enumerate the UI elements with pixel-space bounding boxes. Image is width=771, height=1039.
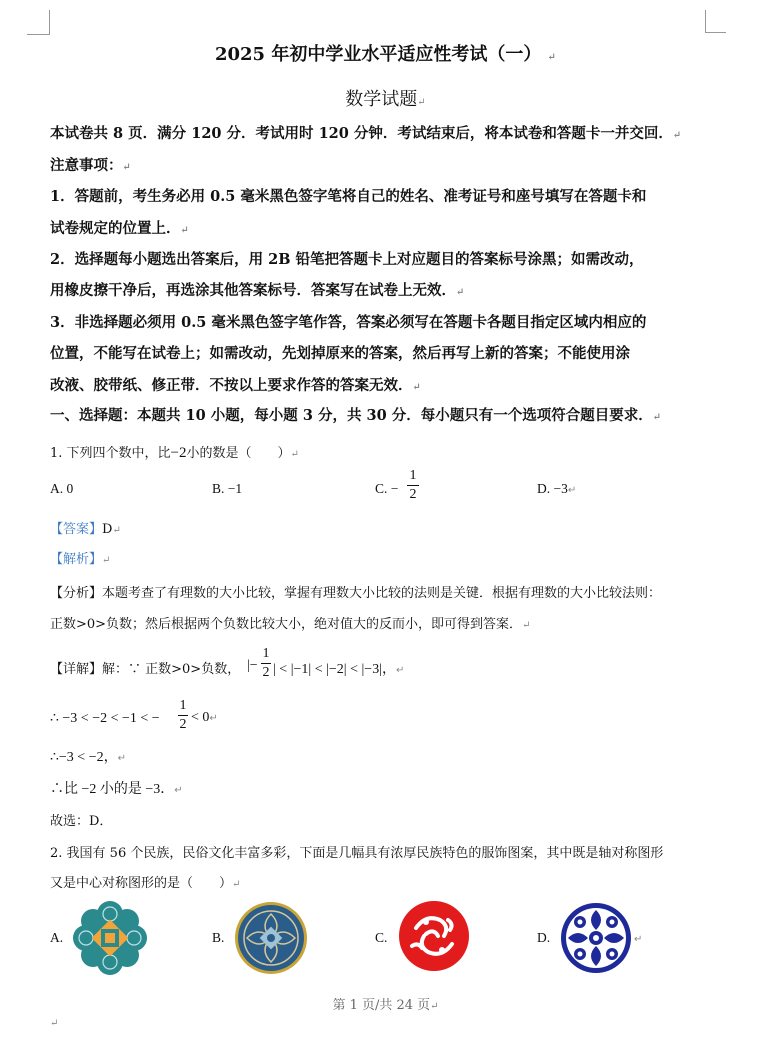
notice-line: 3．非选择题必须用 0.5 毫米黑色签字笔作答，答案必须写在答题卡各题目指定区域内相应的 (50, 314, 647, 331)
pattern-c-icon (396, 898, 472, 974)
q1-step-2: ∴−3 < −2，↵ (50, 750, 126, 765)
q1-step-1-fraction: 1 2 (179, 698, 187, 732)
intro-text: 本试卷共 8 页．满分 120 分．考试用时 120 分钟．考试结束后，将本试卷和答题卡一并交回．↵ (50, 125, 682, 142)
q1-detail-line: 【详解】解：∵ 正数>0>负数， (50, 662, 241, 677)
trailing-paragraph-mark: ↵ (50, 1018, 59, 1029)
page-footer: 第 1 页/共 24 页↵ (332, 998, 439, 1013)
q1-step-1: ∴ −3 < −2 < −1 < − (50, 711, 160, 726)
section-heading: 一、选择题：本题共 10 小题，每小题 3 分，共 30 分．每小题只有一个选项符合题目要求．↵ (50, 407, 662, 424)
pattern-d-icon (558, 900, 634, 976)
q1-step-3: ∴比 −2 小的是 −3．↵ (50, 782, 183, 797)
q1-analysis-line: 正数>0>负数；然后根据两个负数比较大小，绝对值大的反而小，即可得到答案．↵ (50, 617, 531, 632)
q1-option-c-fraction: 1 2 (407, 468, 419, 503)
q1-option-b: B. −1 (212, 481, 243, 496)
crop-mark-top-left-vertical (49, 10, 50, 26)
q1-conclusion: 故选：D． (50, 814, 113, 829)
notice-line: 位置，不能写在试卷上；如需改动，先划掉原来的答案，然后再写上新的答案；不能使用涂 (50, 345, 630, 362)
crop-mark-top-left (27, 26, 50, 35)
notice-line: 2．选择题每小题选出答案后，用 2B 铅笔把答题卡上对应题目的答案标号涂黑；如需改动， (50, 251, 644, 268)
q1-detail-abs-prefix: |− (247, 658, 258, 673)
q2-options-mark: ↵ (634, 934, 643, 945)
notice-line: 1．答题前，考生务必用 0.5 毫米黑色签字笔将自己的姓名、准考证号和座号填写在答题卡和 (50, 188, 647, 205)
q1-option-a: A. 0 (50, 481, 74, 496)
notice-heading: 注意事项：↵ (50, 157, 131, 174)
pattern-b-icon (233, 900, 309, 976)
q1-detail-abs: | < |−1| < |−2| < |−3|，↵ (273, 662, 405, 677)
q1-analysis-line: 【分析】本题考查了有理数的大小比较，掌握有理数大小比较的法则是关键．根据有理数的大小比较法则： (50, 586, 662, 601)
page-title: 2025 年初中学业水平适应性考试（一） ↵ (214, 44, 557, 65)
q2-stem-line: 又是中心对称图形的是（ ）↵ (50, 876, 241, 891)
q1-stem: 1. 下列四个数中，比−2小的数是（ ）↵ (50, 445, 299, 461)
q1-step-1-tail: < 0↵ (191, 710, 218, 725)
notice-line: 试卷规定的位置上．↵ (50, 220, 189, 237)
q2-option-b-label: B. (212, 930, 225, 945)
q2-option-a-label: A. (50, 930, 64, 945)
pattern-a-icon (72, 900, 148, 976)
q1-answer: 【答案】D↵ (50, 522, 121, 537)
q1-option-c: C. − (375, 481, 399, 496)
page-subtitle: 数学试题↵ (345, 89, 426, 110)
notice-line: 改液、胶带纸、修正带．不按以上要求作答的答案无效．↵ (50, 377, 421, 394)
q2-option-c-label: C. (375, 930, 388, 945)
q2-option-d-label: D. (537, 930, 551, 945)
q1-detail-fraction: 1 2 (262, 646, 270, 680)
crop-mark-top-right (705, 10, 726, 33)
q1-analysis-label: 【解析】↵ (50, 552, 111, 567)
q2-stem-line: 2. 我国有 56 个民族，民俗文化丰富多彩，下面是几幅具有浓厚民族特色的服饰图案，其中既是轴对称图形 (50, 846, 664, 861)
q1-option-d: D. −3↵ (537, 481, 577, 496)
notice-line: 用橡皮擦干净后，再选涂其他答案标号．答案写在试卷上无效．↵ (50, 282, 465, 299)
